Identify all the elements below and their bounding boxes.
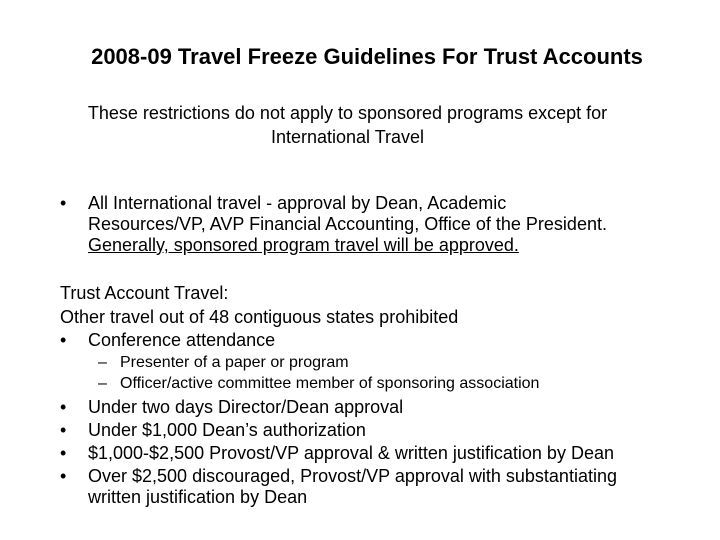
subitem-text: Officer/active committee member of sponsoring association [120,375,540,392]
dash-icon: – [98,375,107,392]
bullet-icon: • [60,443,67,463]
international-line-1: All International travel - approval by Dean, Academic [88,193,507,213]
trust-account-heading: Trust Account Travel: [60,283,229,303]
bullet-icon: • [60,397,67,417]
bullet-icon: • [60,193,67,213]
subitem-text: Presenter of a paper or program [120,354,349,371]
approval-text [88,466,698,508]
international-travel-text [88,193,698,256]
approval-line: Over $2,500 discouraged, Provost/VP approval with substantiating [88,466,617,486]
approval-line: Under two days Director/Dean approval [88,397,404,417]
subtitle-line-1: These restrictions do not apply to sponsored programs except for [87,103,608,123]
approval-text [88,443,698,464]
conference-text [88,330,698,351]
bullet-icon: • [60,330,67,350]
approval-line: $1,000-$2,500 Provost/VP approval & written justification by Dean [88,443,614,463]
conference-label: Conference attendance [88,330,276,350]
international-line-3: Generally, sponsored program travel will be approved. [88,235,519,255]
subtitle [40,101,655,149]
approval-line: Under $1,000 Dean’s authorization [88,420,366,440]
approval-text [88,420,698,441]
dash-icon: – [98,354,107,371]
international-line-2: Resources/VP, AVP Financial Accounting, Office of the President. [88,214,607,234]
bullet-icon: • [60,466,67,486]
bullet-icon: • [60,420,67,440]
subtitle-line-2: International Travel [270,127,425,147]
slide-title: 2008-09 Travel Freeze Guidelines For Trust Accounts [91,44,643,69]
approval-text [88,397,698,418]
approval-line: written justification by Dean [88,487,308,507]
trust-account-note: Other travel out of 48 contiguous states prohibited [60,307,459,327]
